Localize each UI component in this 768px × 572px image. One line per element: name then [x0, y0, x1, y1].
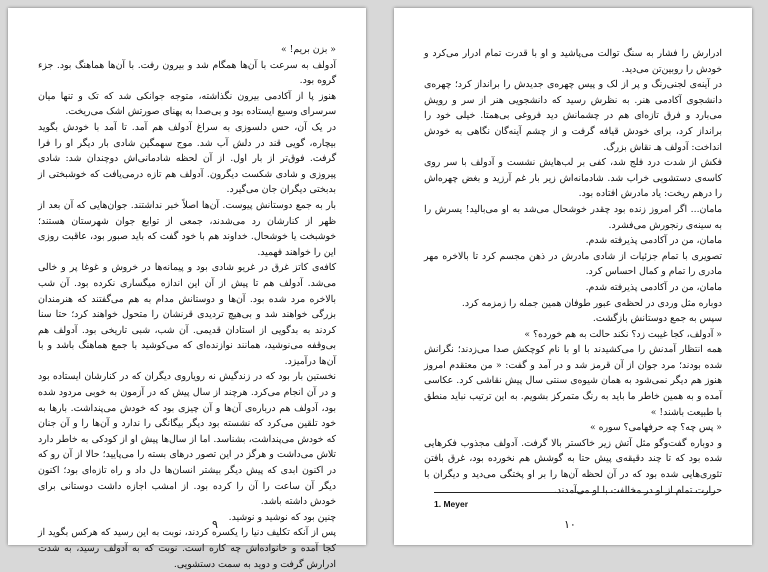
paragraph: در یک آن، حس دلسوزی به سراغ آدولف هم آمد. تا آمد با خودش بگوید بیچاره، گویی قند در دلش آب شد. موج سهمگین شادی بار دیگر او را فرا گرفت. فوق‌تر از بار اول. از آن لحظه شادمانی‌اش دوچندان شد: شادی پیروزی و شادی شکست دیگرون. آدولف هم تازه درمی‌یافت که خوشبختی از بدبختی دیگران جان می‌گیرد. — [38, 121, 336, 196]
paragraph: مامان، من در آکادمی پذیرفته شدم. — [585, 235, 722, 247]
paragraph: « بزن بریم! » — [280, 44, 336, 55]
paragraph: تصویری با تمام جزئیات از شادی مادرش در ذهن مجسم کرد تا بالاخره مهر مادری را تمام و کمال احساس کرد. — [424, 250, 722, 278]
paragraph: سپس به جمع دوستانش بازگشت. — [592, 313, 722, 325]
paragraph: در آینه‌ی لجنی‌رنگ و پر از لک و پیس چهره‌ی جدیدش را برانداز کرد؛ چهره‌ی دانشجوی آکادمی هنر. به نظرش رسید که دانشجویی هنر از سر و رویش می‌بارد و فرق تازه‌ای هم در چشمانش دید فروغی بی‌همتا. خیلی خود را برانداز کرد، برای خودش قیافه گرفت و از چشم آینه‌گان نگاهی به خودش انداخت: آدولف هـ نقاش بزرگ. — [424, 79, 722, 153]
left-page-text — [38, 42, 336, 572]
footnote-divider — [434, 492, 718, 493]
paragraph: چنین بود که نوشید و نوشید. — [228, 511, 336, 523]
paragraph: « آدولف، کجا غیبت زد؟ نکند حالت به هم خورده؟ » — [524, 328, 722, 340]
paragraph: آدولف به سرعت با آن‌ها همگام شد و بیرون رفت. با آن‌ها هماهنگ بود. جزء گروه بود. — [38, 59, 336, 87]
paragraph: دوباره مثل وردی در لحظه‌ی عبور طوفان همین جمله را زمزمه کرد. — [461, 297, 722, 309]
paragraph: فکش از شدت درد فلج شد، کفی بر لب‌هایش نشست و آدولف با سر روی کاسه‌ی دستشویی خراب شد. شادمانه‌اش زیر بار غم آرزید و بغض چهره‌اش را درهم ریخت: یاد مادرش افتاده بود. — [424, 157, 722, 200]
paragraph: نخستین بار بود که در زندگیش نه رویاروی دیگران که در کنارشان ایستاده بود و در آن انجام می‌کرد. هرچند از سال پیش که در آزمون به خوبی مردود شده بود، آدولف هم درباره‌ی آن‌ها و آن چیزی بود که خودش می‌پنداشت. بارها به خود تلقین می‌کرد که نشسته بود دیگر بیگانگی را ندارد و آن‌ها را و آن جنان که خودش می‌پنداشت، بشناسد. اما از سال‌ها پیش او از کودکی به خاطر دارد تلاش می‌داشت و هرگز در این تصور درهای بسته را می‌پایید؛ حالا از آن رو که در اکنون ابدی که پیش دیگر بیشتر انسان‌ها دل داد و راه تازه‌ای بود؛ اکنون دیگر آن ساعت را آن را کرده بود. از امشب اجازه داشت دوستانی برای خودش داشته باشد. — [38, 371, 336, 508]
paragraph: ادرارش را فشار به سنگ توالت می‌پاشید و او با قدرت تمام ادرار می‌کرد و خودش را روبین‌تن می‌دید. — [424, 48, 722, 75]
footnote: 1. Meyer — [434, 499, 469, 509]
paragraph: پس از آنکه تکلیف دنیا را یکسره کردند، نوبت به این رسید که هرکس بگوید از کجا آمده و خانواده‌اش چه کاره است. نوبت که به آدولف رسید، به شدت ادرارش گرفت و دوید به سمت دستشویی. — [38, 527, 336, 570]
paragraph: و دوباره گفت‌وگو مثل آتش زیر خاکستر بالا گرفت. آدولف مجذوب فکرهایی شده بود که تا چند دقیقه‌ی پیش حتا به گوشش هم نخورده بود، غرق بافتن تئوری‌هایی شده بود که در آن لحظه آن‌ها را بر او پختگی می‌دید و دیگران با حرارت تمام از او در مخالفت با او می‌آمدند. — [424, 437, 722, 496]
paragraph: هنوز پا از آکادمی بیرون نگذاشته، متوجه جوانکی شد که تک و تنها میان سرسرای وسیع ایستاده بود و بی‌صدا به پهنای صورتش اشک می‌ریخت. — [38, 90, 336, 118]
right-page-text — [424, 46, 722, 498]
paragraph: بار به جمع دوستانش پیوست. آن‌ها اصلاً خبر نداشتند. جوان‌هایی که آن بعد از ظهر از کنارشان رد می‌شدند، جمعی از توابع جوان شهرستان هستند؛ خوشبخت یا خوشحال. خداوند هم با خود گفت که باید صبور بود، عاقبت روزی این را خواهند فهمید. — [38, 199, 336, 258]
paragraph: همه انتظار آمدنش را می‌کشیدند با او با نام کوچکش صدا می‌زدند؛ نگرانش شده بودند؛ مرد جوان از آن قرمز شد و در آمد و گفت: « من معتقدم امروز هنوز هم دیگر نمی‌شود به همان شیوه‌ی سنتی سال پیش نقاشی کرد. عکاسی آمده و به همین خاطر ما باید به رنگ متمرکز بشویم. به این ترتیب نباید منطق با طبیعت باشند! » — [424, 344, 722, 418]
left-page — [8, 8, 366, 570]
paragraph: کافه‌ی کاتز غرق در غریو شادی بود و پیمانه‌ها در خروش و غوغا پر و خالی می‌شد. آدولف هم تا پیش از آن این اندازه میگساری نکرده بود. آن شب بالاخره مرد شده بود. آن‌ها و دوستانش مدام به هم می‌گفتند که هنرمندان بزرگی خواهند شد و بی‌هیچ تردیدی قرنشان را متحول خواهند کرد؛ حتا سنا کردند به بدگویی از استادان قدیمی. آن شب، شبی تاریخی بود. آدولف هم بی‌وقفه می‌نوشید، همانند نوازنده‌ای که می‌کوشید با جمع هماهنگ باشد و با آن‌ها درآمیزد. — [38, 262, 336, 367]
page-number: ۹ — [212, 518, 218, 531]
paragraph: مامان، من در آکادمی پذیرفته شدم. — [585, 281, 722, 293]
paragraph: مامان... اگر امروز زنده بود چقدر خوشحال می‌شد به او می‌بالید! یسرش را به سینه‌ی رنجورش می‌فشرد. — [424, 203, 722, 231]
paragraph: « پس چه؟ چه حرفهامی؟ سوره » — [590, 422, 722, 434]
right-page — [394, 8, 752, 545]
page-number: ۱۰ — [564, 518, 576, 531]
